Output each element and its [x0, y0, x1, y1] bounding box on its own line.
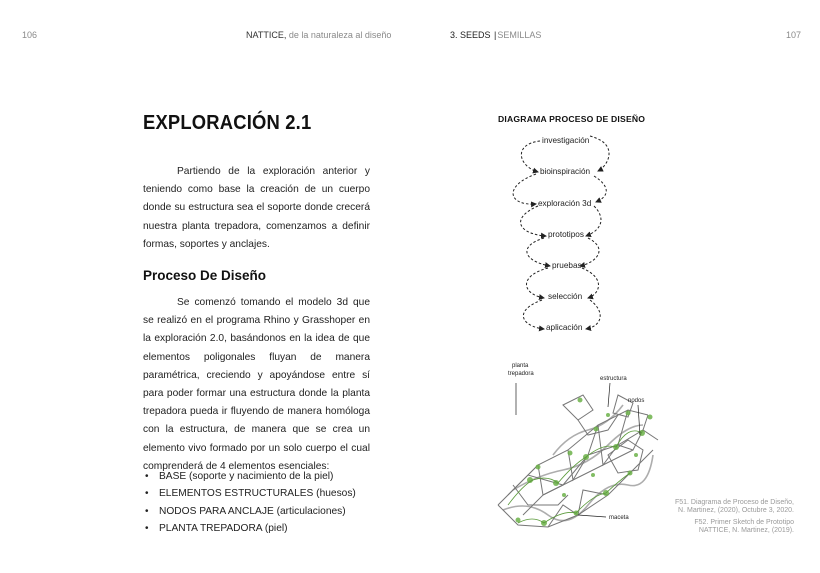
- process-diagram: [498, 126, 638, 341]
- bullet-dot: •: [145, 488, 149, 500]
- diagram-step: selección: [548, 292, 583, 301]
- elements-list: [143, 468, 356, 537]
- bullet-dot: •: [145, 471, 149, 482]
- header-separator: |: [494, 30, 497, 40]
- left-page-number: 106: [22, 30, 38, 40]
- sketch-label-maceta: maceta: [609, 515, 629, 521]
- sketch-label-trepadora: trepadora: [508, 371, 534, 377]
- figure-caption-f51: [675, 499, 794, 515]
- right-page-number: 107: [786, 30, 802, 40]
- caption-line: NATTICE, N. Martinez, (2019).: [698, 527, 794, 534]
- diagram-step: aplicación: [546, 323, 583, 332]
- list-item-text: ELEMENTOS ESTRUCTURALES (huesos): [159, 488, 356, 500]
- list-item: [143, 503, 356, 520]
- process-paragraph: Se comenzó tomando el modelo 3d que se realizó en el programa Rhino y Grasshoper en la exploración 2.0, basándonos en la idea de que elementos poligonales fluyan de manera paramétrica, creciendo y apoyándose entre sí para poder formar una estructura donde la planta trepadora pueda ir fluyendo de manera homóloga con la estructura, de manera que se crea un elemento vivo formado por un solo cuerpo el cual comprenderá de 4 elementos esenciales:: [143, 297, 370, 472]
- list-item-text: NODOS PARA ANCLAJE (articulaciones): [159, 505, 346, 517]
- sketch-label-nodos: nodos: [628, 398, 645, 404]
- caption-line: N. Martinez, (2020), Octubre 3, 2020.: [678, 507, 794, 514]
- diagram-title: DIAGRAMA PROCESO DE DISEÑO: [498, 114, 646, 124]
- right-running-header: [450, 30, 541, 40]
- intro-paragraph: Partiendo de la exploración anterior y teniendo como base la creación de un cuerpo donde su estructura sea el soporte donde crecerá nuestra planta trepadora, comenzamos a definir formas, soportes y anclajes.: [143, 166, 370, 250]
- left-running-header: [246, 30, 391, 40]
- bullet-dot: •: [145, 505, 149, 517]
- prototype-sketch: [468, 355, 678, 545]
- list-item: [143, 485, 356, 502]
- diagram-step: investigación: [542, 136, 590, 145]
- section-name: SEMILLAS: [497, 30, 542, 40]
- sketch-label-estructura: estructura: [600, 376, 627, 382]
- caption-line: F52. Primer Sketch de Prototipo: [694, 519, 794, 526]
- bullet-dot: •: [145, 522, 149, 534]
- book-subtitle: de la naturaleza al diseño: [286, 30, 392, 40]
- diagram-step: prototipos: [548, 230, 584, 239]
- page-title: EXPLORACIÓN 2.1: [143, 112, 312, 134]
- book-title: NATTICE,: [246, 30, 287, 40]
- section-number: 3. SEEDS: [450, 30, 491, 40]
- figure-caption-f52: [694, 519, 794, 535]
- diagram-step: bioinspiración: [540, 167, 591, 176]
- diagram-step: pruebas: [552, 261, 582, 270]
- list-item-text: BASE (soporte y nacimiento de la piel): [159, 471, 334, 482]
- sketch-label-planta: planta: [512, 363, 529, 369]
- list-item: [143, 468, 356, 485]
- caption-line: F51. Diagrama de Proceso de Diseño,: [674, 499, 794, 506]
- list-item-text: PLANTA TREPADORA (piel): [159, 522, 288, 534]
- section-subtitle: Proceso De Diseño: [143, 268, 267, 283]
- list-item: [143, 520, 356, 537]
- diagram-step: exploración 3d: [538, 199, 592, 208]
